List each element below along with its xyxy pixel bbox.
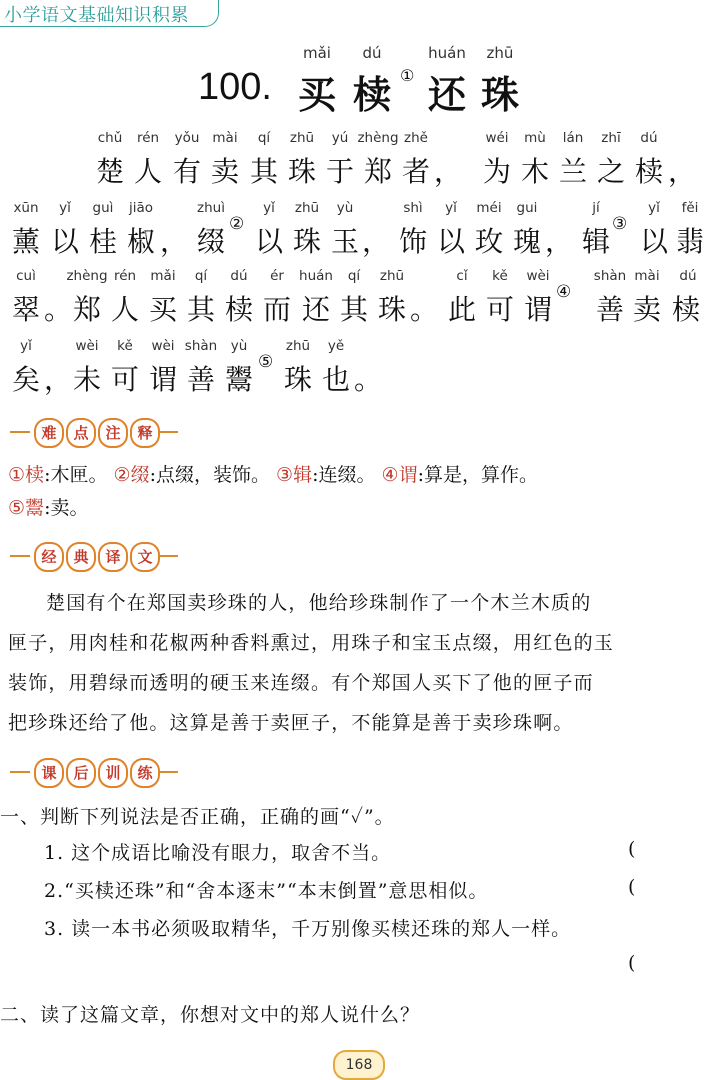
punctuation: ， xyxy=(160,225,189,258)
question-1-item: 1. 这个成语比喻没有眼力，取舍不当。 xyxy=(44,842,392,864)
punctuation: ， xyxy=(668,155,697,188)
note-definition: :点缀，装饰。 xyxy=(149,464,270,486)
note-definition: :算是，算作。 xyxy=(417,464,539,486)
hanzi: 以 xyxy=(254,225,283,258)
banner-char: 课 xyxy=(34,758,64,788)
hanzi: 珠 xyxy=(283,363,312,396)
banner-char: 经 xyxy=(34,542,64,572)
hanzi: 椟 xyxy=(634,155,663,188)
hanzi: 而 xyxy=(262,293,291,326)
hanzi: 郑 xyxy=(363,155,392,188)
hanzi: 以 xyxy=(436,225,465,258)
pinyin: zhū xyxy=(285,338,311,354)
pinyin: yù xyxy=(336,200,354,216)
hanzi: 以 xyxy=(50,225,79,258)
pinyin: mài xyxy=(634,268,660,284)
pinyin: zhū xyxy=(294,200,320,216)
pinyin: zhī xyxy=(601,130,621,146)
banner-char: 后 xyxy=(66,758,96,788)
translation-line: 装饰，用碧绿而透明的硬玉来连缀。有个郑国人买下了他的匣子而 xyxy=(8,672,594,694)
hanzi: 者 xyxy=(401,155,430,188)
pinyin: mài xyxy=(212,130,238,146)
notes-section-banner xyxy=(10,418,178,446)
book-series-tab xyxy=(0,0,219,27)
page-number: 168 xyxy=(333,1050,385,1080)
banner-char: 注 xyxy=(98,418,128,448)
pinyin: yǒu xyxy=(174,130,200,146)
note-word: 辑 xyxy=(293,464,313,486)
pinyin: ér xyxy=(270,268,284,284)
pinyin: shì xyxy=(403,200,423,216)
lesson-number: 100. xyxy=(198,66,272,108)
footnote-marker: ⑤ xyxy=(258,352,274,372)
hanzi: 未 xyxy=(72,363,101,396)
hanzi: 兰 xyxy=(558,155,587,188)
pinyin: mǎi xyxy=(150,268,176,284)
note-number: ① xyxy=(8,464,26,486)
title-char: 珠 xyxy=(480,72,519,117)
hanzi: 其 xyxy=(186,293,215,326)
pinyin: chǔ xyxy=(97,130,123,146)
banner-ornament xyxy=(10,771,30,773)
title-char: 椟 xyxy=(352,72,391,117)
title-pinyin: mǎi xyxy=(303,44,331,62)
banner-ornament xyxy=(158,431,178,433)
pinyin: shàn xyxy=(593,268,627,284)
pinyin: wèi xyxy=(151,338,175,354)
classical-text-line-4 xyxy=(0,338,700,410)
note-number: ② xyxy=(113,464,131,486)
note-definition: :卖。 xyxy=(44,497,89,519)
pinyin: rén xyxy=(136,130,160,146)
hanzi: 卖 xyxy=(632,293,661,326)
hanzi: 鬻 xyxy=(224,363,253,396)
pinyin: zhèng xyxy=(66,268,108,284)
hanzi: 善 xyxy=(595,293,624,326)
hanzi: 翡 xyxy=(675,225,704,258)
title-char: 还 xyxy=(427,72,466,117)
pinyin: dú xyxy=(230,268,248,284)
punctuation: ， xyxy=(44,363,73,396)
pinyin: mù xyxy=(524,130,546,146)
pinyin: yě xyxy=(327,338,345,354)
punctuation: 。 xyxy=(410,293,439,326)
banner-char: 典 xyxy=(66,542,96,572)
pinyin: xūn xyxy=(13,200,39,216)
pinyin: yù xyxy=(230,338,248,354)
hanzi: 玫 xyxy=(474,225,503,258)
translation-line: 把珍珠还给了他。这算是善于卖匣子，不能算是善于卖珍珠啊。 xyxy=(8,712,574,734)
classical-text-line-2 xyxy=(0,200,704,272)
exercise-section-banner xyxy=(10,758,178,786)
classical-text-line-3 xyxy=(0,268,700,340)
classical-text-line-1 xyxy=(0,130,700,202)
translation-section-banner xyxy=(10,542,178,570)
hanzi: 可 xyxy=(110,363,139,396)
note-definition: :连缀。 xyxy=(312,464,376,486)
hanzi: 辑 xyxy=(581,225,610,258)
question-2-title: 二、读了这篇文章，你想对文中的郑人说什么？ xyxy=(0,1004,421,1026)
hanzi: 买 xyxy=(148,293,177,326)
pinyin: wéi xyxy=(485,130,509,146)
title-footnote-marker: ① xyxy=(400,66,415,85)
pinyin: shàn xyxy=(184,338,218,354)
hanzi: 人 xyxy=(133,155,162,188)
hanzi: 薰 xyxy=(11,225,40,258)
banner-char: 点 xyxy=(66,418,96,448)
punctuation: 。 xyxy=(44,293,73,326)
hanzi: 翠 xyxy=(11,293,40,326)
hanzi: 木 xyxy=(520,155,549,188)
hanzi: 椟 xyxy=(671,293,700,326)
pinyin: jiāo xyxy=(128,200,154,216)
hanzi: 善 xyxy=(186,363,215,396)
translation-line: 匣子，用肉桂和花椒两种香料熏过，用珠子和宝玉点缀，用红色的玉 xyxy=(8,632,615,654)
hanzi: 之 xyxy=(596,155,625,188)
hanzi: 以 xyxy=(639,225,668,258)
hanzi: 还 xyxy=(301,293,330,326)
banner-ornament xyxy=(10,431,30,433)
pinyin: dú xyxy=(640,130,658,146)
note-word: 椟 xyxy=(25,464,45,486)
notes-line-1 xyxy=(8,460,538,487)
hanzi: 椟 xyxy=(224,293,253,326)
answer-paren[interactable]: ( xyxy=(628,952,637,974)
hanzi: 椒 xyxy=(126,225,155,258)
question-1-item: 2.“买椟还珠”和“舍本逐末”“本末倒置”意思相似。 xyxy=(44,880,489,902)
pinyin: wèi xyxy=(75,338,99,354)
hanzi: 谓 xyxy=(523,293,552,326)
hanzi: 也 xyxy=(321,363,350,396)
answer-paren[interactable]: ( xyxy=(628,876,637,898)
title-pinyin: zhū xyxy=(486,44,514,62)
banner-char: 难 xyxy=(34,418,64,448)
hanzi: 珠 xyxy=(377,293,406,326)
banner-ornament xyxy=(10,555,30,557)
banner-ornament xyxy=(158,771,178,773)
banner-char: 译 xyxy=(98,542,128,572)
hanzi: 桂 xyxy=(88,225,117,258)
hanzi: 谓 xyxy=(148,363,177,396)
footnote-marker: ④ xyxy=(556,282,572,302)
title-pinyin: huán xyxy=(428,44,466,62)
pinyin: rén xyxy=(113,268,137,284)
punctuation: ， xyxy=(362,225,391,258)
hanzi: 卖 xyxy=(210,155,239,188)
hanzi: 其 xyxy=(249,155,278,188)
pinyin: kě xyxy=(117,338,133,354)
footnote-marker: ③ xyxy=(612,214,628,234)
hanzi: 可 xyxy=(485,293,514,326)
note-word: 鬻 xyxy=(25,497,45,519)
hanzi: 珠 xyxy=(292,225,321,258)
note-number: ⑤ xyxy=(8,497,26,519)
note-word: 缀 xyxy=(130,464,150,486)
punctuation: ， xyxy=(434,155,463,188)
pinyin: wèi xyxy=(526,268,550,284)
pinyin: kě xyxy=(492,268,508,284)
hanzi: 玉 xyxy=(330,225,359,258)
pinyin: lán xyxy=(562,130,584,146)
pinyin: cuì xyxy=(16,268,36,284)
hanzi: 瑰 xyxy=(512,225,541,258)
pinyin: zhèng xyxy=(357,130,399,146)
pinyin: yǐ xyxy=(20,338,32,354)
hanzi: 缀 xyxy=(196,225,225,258)
pinyin: méi xyxy=(476,200,502,216)
pinyin: yǐ xyxy=(263,200,275,216)
hanzi: 郑 xyxy=(72,293,101,326)
hanzi: 为 xyxy=(482,155,511,188)
hanzi: 矣 xyxy=(11,363,40,396)
pinyin: dú xyxy=(679,268,697,284)
note-number: ④ xyxy=(381,464,399,486)
pinyin: guì xyxy=(92,200,114,216)
hanzi: 于 xyxy=(325,155,354,188)
pinyin: fěi xyxy=(681,200,699,216)
hanzi: 此 xyxy=(447,293,476,326)
question-1-title: 一、判断下列说法是否正确，正确的画“✓”。 xyxy=(0,806,395,828)
hanzi: 珠 xyxy=(287,155,316,188)
pinyin: zhě xyxy=(404,130,428,146)
hanzi: 其 xyxy=(339,293,368,326)
punctuation: 。 xyxy=(354,363,383,396)
banner-ornament xyxy=(158,555,178,557)
pinyin: zhū xyxy=(289,130,315,146)
pinyin: gui xyxy=(516,200,538,216)
banner-char: 练 xyxy=(130,758,160,788)
hanzi: 饰 xyxy=(398,225,427,258)
question-1-item: 3. 读一本书必须吸取精华，千万别像买椟还珠的郑人一样。 xyxy=(44,918,572,940)
banner-char: 训 xyxy=(98,758,128,788)
pinyin: huán xyxy=(299,268,333,284)
pinyin: cǐ xyxy=(456,268,468,284)
notes-line-2 xyxy=(8,493,88,520)
title-pinyin: dú xyxy=(362,44,382,62)
footnote-marker: ② xyxy=(229,214,245,234)
pinyin: zhū xyxy=(379,268,405,284)
note-word: 谓 xyxy=(398,464,418,486)
pinyin: yǐ xyxy=(445,200,457,216)
pinyin: qí xyxy=(347,268,361,284)
title-char: 买 xyxy=(297,72,336,117)
banner-char: 释 xyxy=(130,418,160,448)
pinyin: qí xyxy=(194,268,208,284)
hanzi: 人 xyxy=(110,293,139,326)
pinyin: jí xyxy=(592,200,600,216)
banner-char: 文 xyxy=(130,542,160,572)
pinyin: yǐ xyxy=(648,200,660,216)
pinyin: zhuì xyxy=(197,200,225,216)
translation-line: 楚国有个在郑国卖珍珠的人，他给珍珠制作了一个木兰木质的 xyxy=(46,592,592,614)
note-number: ③ xyxy=(276,464,294,486)
pinyin: qí xyxy=(257,130,271,146)
hanzi: 楚 xyxy=(95,155,124,188)
book-series-label: 小学语文基础知识积累 xyxy=(4,5,189,26)
note-definition: :木匣。 xyxy=(44,464,108,486)
pinyin: yú xyxy=(331,130,349,146)
hanzi: 有 xyxy=(172,155,201,188)
pinyin: yǐ xyxy=(59,200,71,216)
punctuation: ， xyxy=(545,225,574,258)
answer-paren[interactable]: ( xyxy=(628,838,637,860)
